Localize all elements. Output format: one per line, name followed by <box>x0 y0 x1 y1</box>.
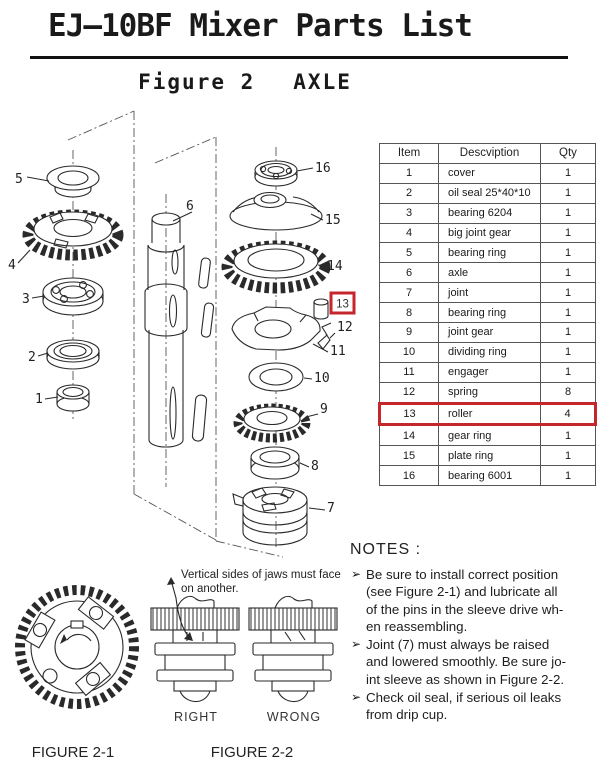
notes-heading: NOTES : <box>350 541 422 558</box>
part-label-13: 13 <box>336 298 349 311</box>
table-row: 15 plate ring 1 <box>380 446 596 466</box>
part-label-14: 14 <box>327 259 343 274</box>
part-label-16: 16 <box>315 161 331 176</box>
part-label-6: 6 <box>186 199 194 214</box>
jaw-annotation: Vertical sides of jaws must face on another. <box>181 569 341 595</box>
part-label-1: 1 <box>35 392 43 407</box>
table-row: 4 big joint gear 1 <box>380 223 596 243</box>
figure-number: Figure 2 <box>138 70 256 94</box>
table-row: 8 bearing ring 1 <box>380 303 596 323</box>
note-item: ➢ Check oil seal, if serious oil leaks from drip cup. <box>351 690 562 723</box>
part-label-9: 9 <box>320 402 328 417</box>
figure-2-1-drawing <box>20 590 134 704</box>
note-bullet-icon: ➢ <box>351 567 362 581</box>
part-9-joint-gear <box>238 407 306 438</box>
table-row: 1 cover 1 <box>380 163 596 183</box>
note-bullet-icon: ➢ <box>351 690 362 705</box>
table-row: 6 axle 1 <box>380 263 596 283</box>
part-label-11: 11 <box>330 344 346 359</box>
table-row: 11 engager 1 <box>380 362 596 382</box>
part-3-bearing <box>43 278 103 315</box>
exploded-axle-diagram <box>0 102 380 564</box>
table-row: 12 spring 8 <box>380 382 596 403</box>
table-row: 10 dividing ring 1 <box>380 342 596 362</box>
part-label-2: 2 <box>28 350 36 365</box>
figure-2-2-caption: FIGURE 2-2 <box>210 744 294 761</box>
shaft-keys <box>192 258 214 442</box>
col-header-item: Item <box>380 144 439 164</box>
notes-list <box>351 566 599 725</box>
part-label-8: 8 <box>311 459 319 474</box>
part-7-joint <box>233 487 307 545</box>
part-label-3: 3 <box>22 292 30 307</box>
part-label-10: 10 <box>314 371 330 386</box>
page-title: EJ–10BF Mixer Parts List <box>48 8 472 44</box>
figure-2-2-wrong-assembly <box>249 596 337 701</box>
table-row: 5 bearing ring 1 <box>380 243 596 263</box>
col-header-description: Descviption <box>439 144 541 164</box>
title-underline <box>30 56 568 59</box>
table-row: 14 gear ring 1 <box>380 425 596 446</box>
part-13-roller <box>314 299 328 319</box>
wrong-label: WRONG <box>266 710 322 724</box>
part-14-gear-ring <box>227 244 325 288</box>
figure-subtitle <box>0 70 490 94</box>
figure-2-2-right-assembly <box>151 596 239 701</box>
part-8-bearing-ring <box>251 447 299 479</box>
figure-name: AXLE <box>293 70 352 94</box>
note-item: ➢ Joint (7) must always be raised and lowered smoothly. Be sure jo- int sleeve as shown in Figure 2-2. <box>351 637 567 687</box>
part-10-dividing-ring <box>249 363 303 391</box>
part-15-plate-ring <box>230 193 322 231</box>
part-2-oil-seal <box>47 340 99 369</box>
part-label-5: 5 <box>15 172 23 187</box>
part-label-12: 12 <box>337 320 353 335</box>
table-header-row <box>380 144 596 164</box>
part-5-bearing-ring <box>47 166 99 197</box>
part-11-engager <box>232 307 320 350</box>
parts-table <box>378 143 597 486</box>
col-header-qty: Qty <box>541 144 596 164</box>
part-label-4: 4 <box>8 258 16 273</box>
table-row: 3 bearing 6204 1 <box>380 203 596 223</box>
table-row-highlighted: 13 roller 4 <box>380 403 596 425</box>
right-label: RIGHT <box>174 710 218 724</box>
note-bullet-icon: ➢ <box>351 637 362 652</box>
part-1-cover <box>57 385 89 411</box>
table-row: 9 joint gear 1 <box>380 323 596 343</box>
table-row: 2 oil seal 25*40*10 1 <box>380 183 596 203</box>
part-label-15: 15 <box>325 213 341 228</box>
part-16-bearing <box>255 161 297 186</box>
part-label-7: 7 <box>327 501 335 516</box>
note-item: ➢ Be sure to install correct position (see Figure 2-1) and lubricate all of the pins in the sleeve drive wh- en reassembling. <box>351 567 564 634</box>
table-row: 7 joint 1 <box>380 283 596 303</box>
table-row: 16 bearing 6001 1 <box>380 466 596 486</box>
figure-2-1-caption: FIGURE 2-1 <box>31 744 115 761</box>
